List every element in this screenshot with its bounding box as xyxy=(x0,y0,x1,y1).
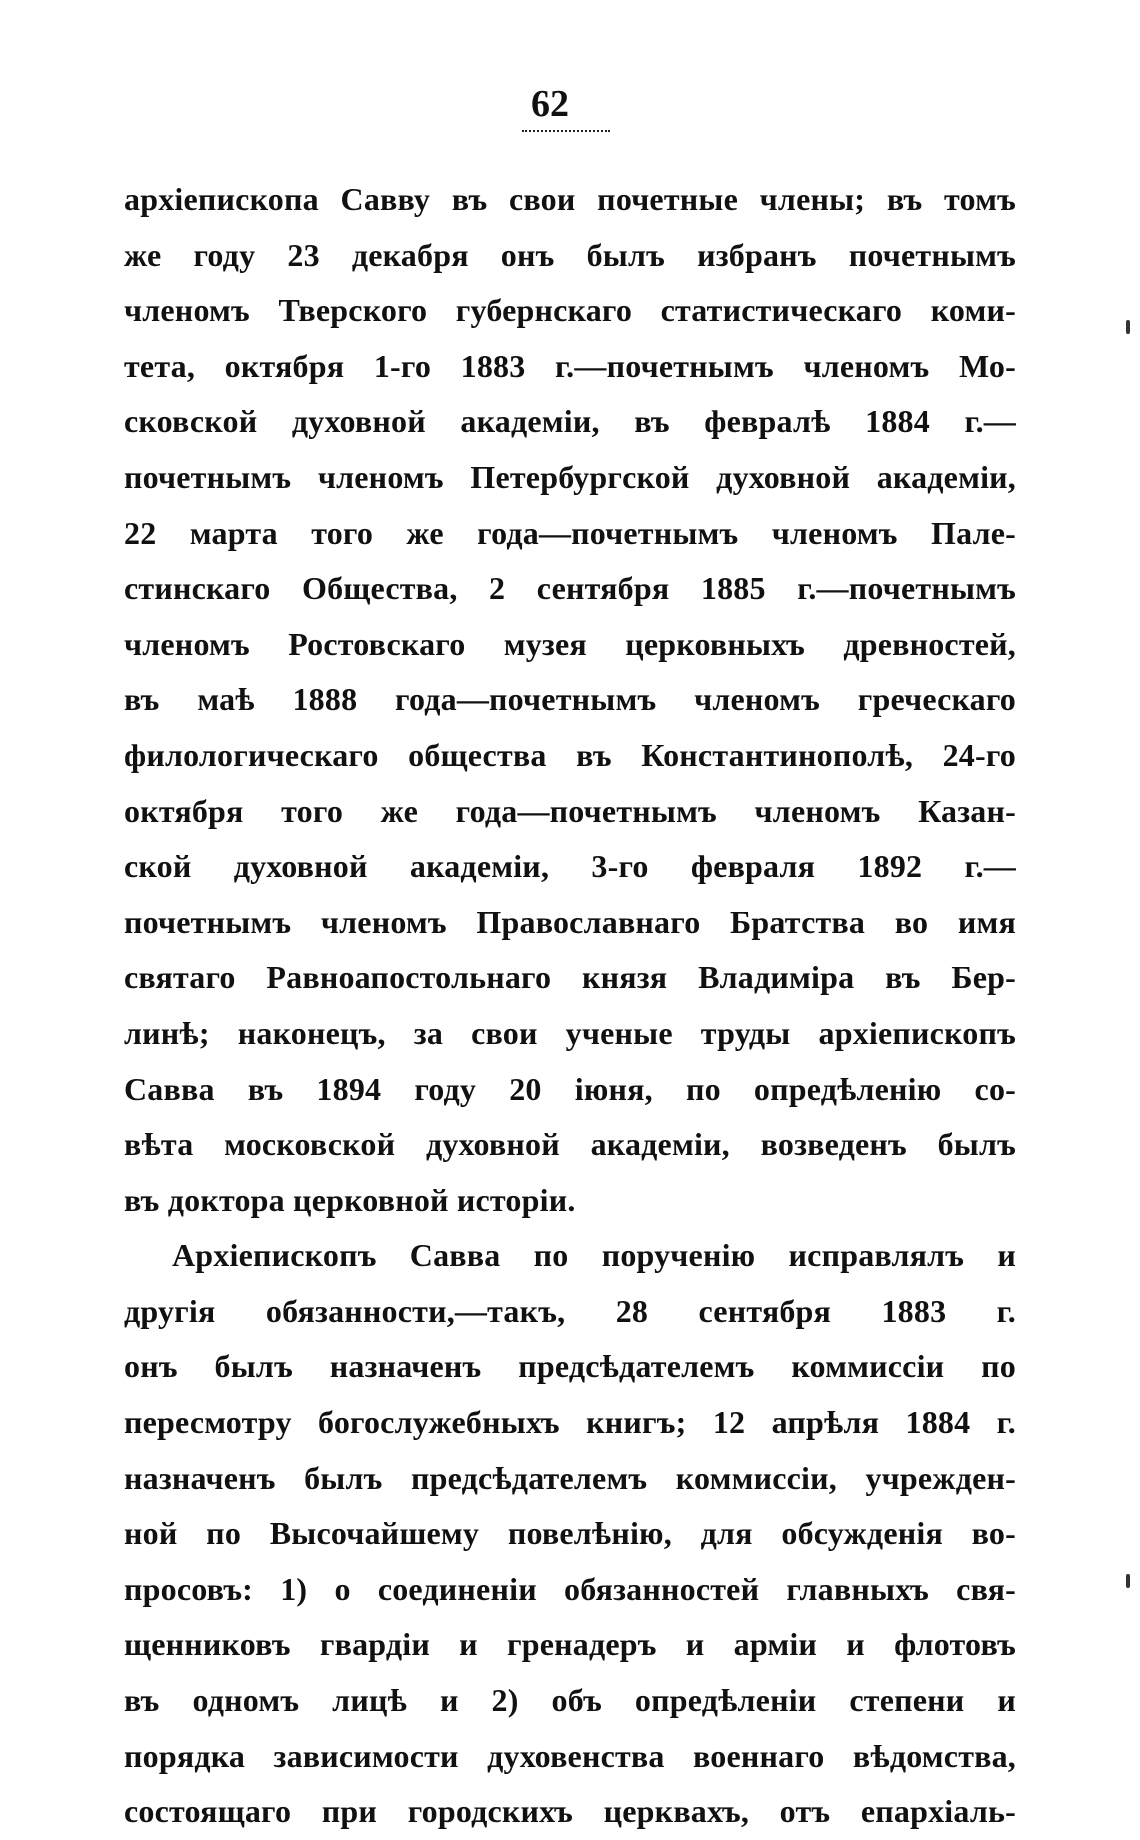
text-line: членомъ Ростовскаго музея церковныхъ древностей, xyxy=(124,625,1016,662)
text-line: ной по Высочайшему повелѣнію, для обсужденія во- xyxy=(124,1515,1016,1552)
text-line: октября того же года—почетнымъ членомъ Казан- xyxy=(124,792,1016,829)
text-line: Архіепископъ Савва по порученію исправлялъ и xyxy=(172,1237,1016,1274)
text-line: просовъ: 1) о соединеніи обязанностей главныхъ свя- xyxy=(124,1570,1016,1607)
text-line: ской духовной академіи, 3-го февраля 1892 г.— xyxy=(124,848,1016,885)
text-line: архіепископа Савву въ свои почетные члены; въ томъ xyxy=(124,181,1016,217)
text-line: Савва въ 1894 году 20 іюня, по опредѣленію со- xyxy=(124,1070,1016,1107)
text-line: пересмотру богослужебныхъ книгъ; 12 апрѣля 1884 г. xyxy=(124,1404,1016,1441)
text-line: другія обязанности,—такъ, 28 сентября 1883 г. xyxy=(124,1292,1016,1329)
text-line: 22 марта того же года—почетнымъ членомъ Пале- xyxy=(124,514,1016,551)
text-line: почетнымъ членомъ Петербургской духовной академіи, xyxy=(124,458,1016,495)
page-number: 62 xyxy=(531,83,569,125)
text-line: филологическаго общества въ Константинополѣ, 24-го xyxy=(124,736,1016,773)
text-line: тета, октября 1-го 1883 г.—почетнымъ членомъ Мо- xyxy=(124,347,1016,384)
margin-speck xyxy=(1126,320,1130,334)
text-line: щенниковъ гвардіи и гренадеръ и арміи и флотовъ xyxy=(124,1626,1016,1663)
text-line: святаго Равноапостольнаго князя Владиміра въ Бер- xyxy=(124,959,1016,996)
text-line: назначенъ былъ предсѣдателемъ коммиссіи, учрежден- xyxy=(124,1459,1016,1496)
margin-speck xyxy=(1126,1574,1130,1588)
text-line: членомъ Тверского губернскаго статистическаго коми- xyxy=(124,292,1016,329)
body-text xyxy=(124,172,1016,1840)
text-line: линѣ; наконецъ, за свои ученые труды архіепископъ xyxy=(124,1014,1016,1051)
text-line: состоящаго при городскихъ церквахъ, отъ епархіаль- xyxy=(124,1793,1016,1830)
text-line: почетнымъ членомъ Православнаго Братства во имя xyxy=(124,903,1016,940)
paragraph-1 xyxy=(124,172,1016,1228)
text-line: въ одномъ лицѣ и 2) объ опредѣленіи степени и xyxy=(124,1682,1016,1719)
text-line: сковской духовной академіи, въ февралѣ 1884 г.— xyxy=(124,403,1016,440)
text-line: въ маѣ 1888 года—почетнымъ членомъ греческаго xyxy=(124,681,1016,718)
text-line: вѣта московской духовной академіи, возведенъ былъ xyxy=(124,1126,1016,1163)
text-line: стинскаго Общества, 2 сентября 1885 г.—почетнымъ xyxy=(124,570,1016,607)
paragraph-2 xyxy=(124,1228,1016,1840)
text-line: въ доктора церковной исторіи. xyxy=(124,1181,576,1218)
text-line: порядка зависимости духовенства военнаго вѣдомства, xyxy=(124,1737,1016,1774)
page-number-rule xyxy=(522,130,610,132)
text-line: онъ былъ назначенъ предсѣдателемъ коммиссіи по xyxy=(124,1348,1016,1385)
text-line: же году 23 декабря онъ былъ избранъ почетнымъ xyxy=(124,236,1016,273)
